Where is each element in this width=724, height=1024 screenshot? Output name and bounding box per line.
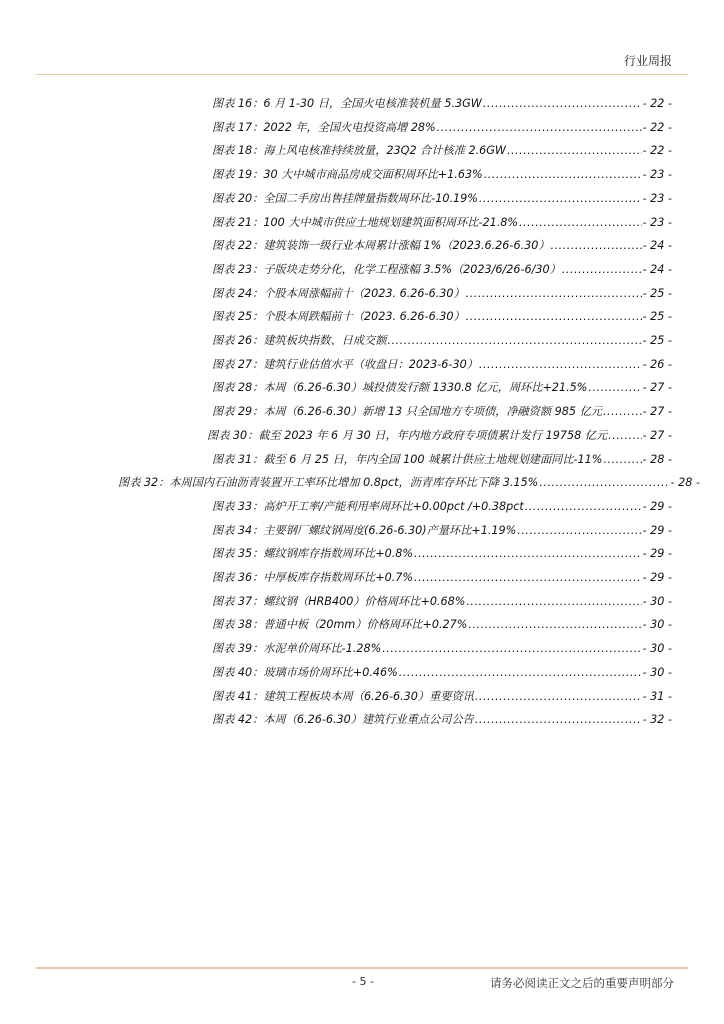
toc-entry[interactable] <box>212 665 672 681</box>
toc-leader-dots <box>551 238 642 254</box>
toc-entry[interactable] <box>212 167 672 183</box>
toc-entry-title: 图表 25：个股本周跌幅前十（2023. 6.26-6.30） <box>212 310 465 324</box>
disclaimer-note: 请务必阅读正文之后的重要声明部分 <box>490 976 674 990</box>
toc-leader-dots <box>399 665 642 681</box>
toc-entry[interactable] <box>212 452 672 468</box>
toc-entry-title: 图表 17：2022 年，全国火电投资高增 28% <box>212 120 436 134</box>
toc-entry-page: - 27 - <box>642 405 672 419</box>
toc-entry-title: 图表 40：玻璃市场价周环比+0.46% <box>212 665 398 679</box>
toc-entry-page: - 29 - <box>642 499 672 513</box>
toc-entry-page: - 29 - <box>642 523 672 537</box>
toc-leader-dots <box>517 523 641 539</box>
toc-leader-dots <box>507 143 642 159</box>
toc-entry-title: 图表 36：中厚板库存指数周环比+0.7% <box>212 571 414 584</box>
toc-entry[interactable] <box>212 594 672 610</box>
toc-entry-page: - 25 - <box>642 334 672 347</box>
toc-entry-title: 图表 19：30 大中城市商品房成交面积周环比+1.63% <box>212 168 483 182</box>
toc-leader-dots <box>483 96 642 112</box>
toc-entry-title: 图表 37：螺纹钢（HRB400）价格周环比+0.68% <box>212 594 466 608</box>
toc-entry-page: - 30 - <box>642 642 672 656</box>
toc-entry-title: 图表 38：普通中板（20mm）价格周环比+0.27% <box>212 618 468 632</box>
toc-entry[interactable] <box>212 357 672 373</box>
toc-leader-dots <box>414 546 642 562</box>
toc-leader-dots <box>519 215 642 231</box>
toc-leader-dots <box>484 167 642 183</box>
header-divider <box>36 74 688 75</box>
toc-entry-page: - 23 - <box>642 215 672 229</box>
toc-entry-page: - 27 - <box>642 381 672 395</box>
toc-entry-title: 图表 39：水泥单价周环比-1.28% <box>212 642 382 656</box>
toc-leader-dots <box>475 712 642 728</box>
toc-leader-dots <box>588 380 641 396</box>
toc-entry-title: 图表 28：本周（6.26-6.30）城投债发行额 1330.8 亿元，周环比+21.5% <box>212 381 588 395</box>
toc-entry-page: - 24 - <box>642 262 672 276</box>
toc-entry-page: - 29 - <box>642 571 672 584</box>
toc-entry-page: - 25 - <box>642 286 672 300</box>
toc-entry-page: - 23 - <box>642 191 672 205</box>
toc-entry[interactable] <box>212 286 672 302</box>
page-number: - 5 - <box>352 975 374 988</box>
toc-entry-title: 图表 34：主要钢厂螺纹钢周度(6.26-6.30)产量环比+1.19% <box>212 523 517 537</box>
toc-entry[interactable] <box>212 689 672 705</box>
toc-leader-dots <box>466 594 641 610</box>
toc-entry-page: - 30 - <box>642 665 672 679</box>
toc-entry-title: 图表 30：截至 2023 年 6 月 30 日，年内地方政府专项债累计发行 19758 亿元 <box>207 428 608 442</box>
toc-leader-dots <box>608 428 641 444</box>
toc-leader-dots <box>437 120 642 136</box>
toc-leader-dots <box>468 617 641 633</box>
toc-entry-title: 图表 29：本周（6.26-6.30）新增 13 只全国地方专项债，净融资额 985 亿元 <box>212 405 602 419</box>
toc-entry[interactable] <box>212 238 672 254</box>
toc-entry-title: 图表 20：全国二手房出售挂牌量指数周环比-10.19% <box>212 191 478 205</box>
toc-entry[interactable] <box>118 475 700 491</box>
toc-entry-title: 图表 23：子版块走势分化，化学工程涨幅 3.5%（2023/6/26-6/30） <box>212 262 561 276</box>
toc-entry-title: 图表 41：建筑工程板块本周（6.26-6.30）重要资讯 <box>212 689 474 703</box>
toc-leader-dots <box>603 404 642 420</box>
toc-entry-title: 图表 35：螺纹钢库存指数周环比+0.8% <box>212 547 414 561</box>
toc-entry-title: 图表 21：100 大中城市供应土地规划建筑面积周环比-21.8% <box>212 215 519 229</box>
toc-entry-page: - 25 - <box>642 310 672 324</box>
toc-leader-dots <box>387 333 641 349</box>
toc-leader-dots <box>382 641 641 657</box>
toc-entry-page: - 32 - <box>642 713 672 727</box>
toc-entry-page: - 24 - <box>642 239 672 253</box>
toc-leader-dots <box>562 262 642 278</box>
toc-entry[interactable] <box>212 380 672 396</box>
toc-entry-title: 图表 27：建筑行业估值水平（收盘日：2023-6-30） <box>212 357 478 371</box>
toc-entry[interactable] <box>212 404 672 420</box>
toc-entry-page: - 29 - <box>642 547 672 561</box>
toc-entry-title: 图表 18：海上风电核准持续放量，23Q2 合计核准 2.6GW <box>212 144 506 158</box>
toc-entry-title: 图表 33：高炉开工率/产能利用率周环比+0.00pct /+0.38pct <box>212 499 524 513</box>
toc-entry-title: 图表 22：建筑装饰一级行业本周累计涨幅 1%（2023.6.26-6.30） <box>212 239 550 253</box>
toc-leader-dots <box>466 309 642 325</box>
toc-entry[interactable] <box>212 617 672 633</box>
toc-entry-page: - 28 - <box>670 476 700 490</box>
toc-entry-page: - 22 - <box>642 144 672 158</box>
toc-leader-dots <box>475 689 642 705</box>
toc-entry[interactable] <box>212 499 672 515</box>
toc-entry[interactable] <box>212 143 672 159</box>
footer-divider <box>36 967 688 969</box>
toc-entry-page: - 22 - <box>642 97 672 110</box>
toc-entry[interactable] <box>212 120 672 136</box>
toc-leader-dots <box>479 191 642 207</box>
toc-entry-page: - 31 - <box>642 689 672 703</box>
toc-leader-dots <box>466 286 642 302</box>
toc-entry-page: - 28 - <box>642 452 672 466</box>
toc-leader-dots <box>479 357 642 373</box>
toc-entry[interactable] <box>212 546 672 562</box>
toc-leader-dots <box>539 475 669 491</box>
toc-entry[interactable] <box>212 523 672 539</box>
toc-entry[interactable] <box>212 262 672 278</box>
toc-entry-title: 图表 24：个股本周涨幅前十（2023. 6.26-6.30） <box>212 286 465 300</box>
toc-entry[interactable] <box>212 215 672 231</box>
toc-entry-title: 图表 26：建筑板块指数、日成交额 <box>212 334 387 347</box>
toc-entry[interactable] <box>212 641 672 657</box>
toc-entry-title: 图表 31：截至 6 月 25 日，年内全国 100 城累计供应土地规划建面同比-11% <box>212 452 603 466</box>
toc-entry[interactable] <box>212 191 672 207</box>
toc-entry-title: 图表 42：本周（6.26-6.30）建筑行业重点公司公告 <box>212 713 474 727</box>
toc-entry-page: - 27 - <box>642 428 672 442</box>
toc-leader-dots <box>525 499 642 515</box>
toc-entry[interactable] <box>212 712 672 728</box>
toc-entry-page: - 22 - <box>642 120 672 134</box>
toc-entry-page: - 23 - <box>642 168 672 182</box>
toc-entry-page: - 26 - <box>642 357 672 371</box>
toc-entry-page: - 30 - <box>642 594 672 608</box>
toc-entry[interactable] <box>212 570 672 586</box>
toc-entry[interactable] <box>207 428 672 444</box>
toc-entry-page: - 30 - <box>642 618 672 632</box>
report-type-header: 行业周报 <box>623 54 672 68</box>
toc-entry-title: 图表 16：6 月 1-30 日，全国火电核准装机量 5.3GW <box>212 97 482 110</box>
toc-entry[interactable] <box>212 333 672 349</box>
toc-leader-dots <box>603 452 641 468</box>
toc-leader-dots <box>414 570 642 586</box>
toc-entry-title: 图表 32：本周国内石油沥青装置开工率环比增加 0.8pct，沥青库存环比下降 3.15% <box>118 476 539 490</box>
toc-entry[interactable] <box>212 96 672 112</box>
toc-entry[interactable] <box>212 309 672 325</box>
